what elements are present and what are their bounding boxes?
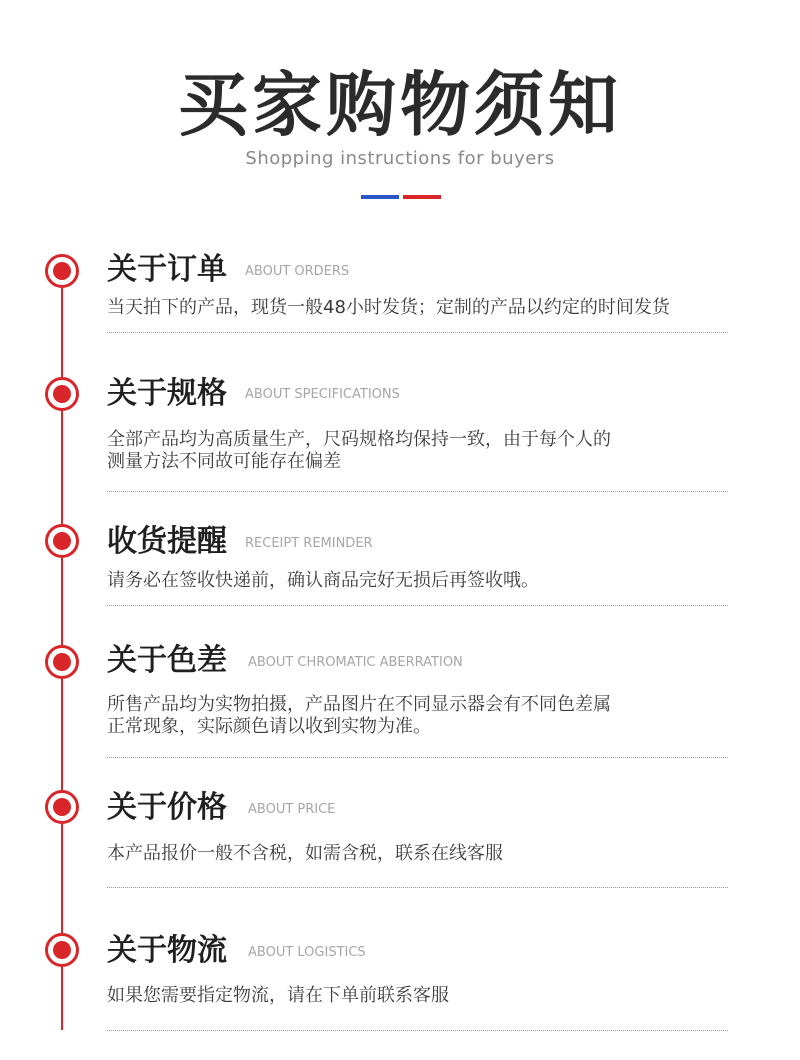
section-subtitle-receipt: RECEIPT REMINDER (245, 536, 373, 551)
section-body-line: 全部产品均为高质量生产，尺码规格均保持一致，由于每个人的 (107, 429, 611, 450)
timeline-marker-orders (45, 254, 79, 288)
section-title-price: 关于价格 (107, 790, 227, 825)
timeline-marker-receipt (45, 524, 79, 558)
decor-bar-red (403, 195, 441, 199)
section-body-line: 如果您需要指定物流，请在下单前联系客服 (107, 985, 449, 1006)
section-subtitle-orders: ABOUT ORDERS (245, 264, 350, 279)
section-divider (107, 757, 728, 758)
section-subtitle-specifications: ABOUT SPECIFICATIONS (245, 387, 400, 402)
section-body-line: 所售产品均为实物拍摄，产品图片在不同显示器会有不同色差属 (107, 694, 611, 715)
section-body-line: 请务必在签收快递前，确认商品完好无损后再签收哦。 (107, 570, 539, 591)
page-subtitle: Shopping instructions for buyers (245, 148, 555, 169)
section-body-receipt (107, 570, 767, 592)
section-body-line: 正常现象，实际颜色请以收到实物为准。 (107, 716, 431, 737)
section-body-line: 本产品报价一般不含税，如需含税，联系在线客服 (107, 843, 503, 864)
section-subtitle-color: ABOUT CHROMATIC ABERRATION (248, 655, 463, 670)
section-title-logistics: 关于物流 (107, 933, 227, 968)
section-body-line: 当天拍下的产品，现货一般48小时发货；定制的产品以约定的时间发货 (107, 297, 670, 318)
section-subtitle-logistics: ABOUT LOGISTICS (248, 945, 366, 960)
timeline-marker-logistics (45, 933, 79, 967)
section-divider (107, 491, 728, 492)
timeline-marker-price (45, 790, 79, 824)
section-body-color (107, 694, 767, 738)
section-divider (107, 605, 728, 606)
section-title-color: 关于色差 (107, 643, 227, 678)
page-title: 买家购物须知 (178, 64, 622, 146)
section-body-specifications (107, 429, 767, 473)
decor-bar-blue (361, 195, 399, 199)
section-divider (107, 332, 728, 333)
section-title-orders: 关于订单 (107, 252, 227, 287)
section-body-orders (107, 297, 767, 319)
section-body-logistics (107, 985, 767, 1007)
section-body-price (107, 843, 767, 865)
section-title-receipt: 收货提醒 (107, 524, 227, 559)
timeline-marker-color (45, 645, 79, 679)
section-subtitle-price: ABOUT PRICE (248, 802, 336, 817)
section-divider (107, 1030, 728, 1031)
section-body-line: 测量方法不同故可能存在偏差 (107, 451, 341, 472)
section-title-specifications: 关于规格 (107, 376, 227, 411)
section-divider (107, 887, 728, 888)
timeline-marker-specifications (45, 377, 79, 411)
